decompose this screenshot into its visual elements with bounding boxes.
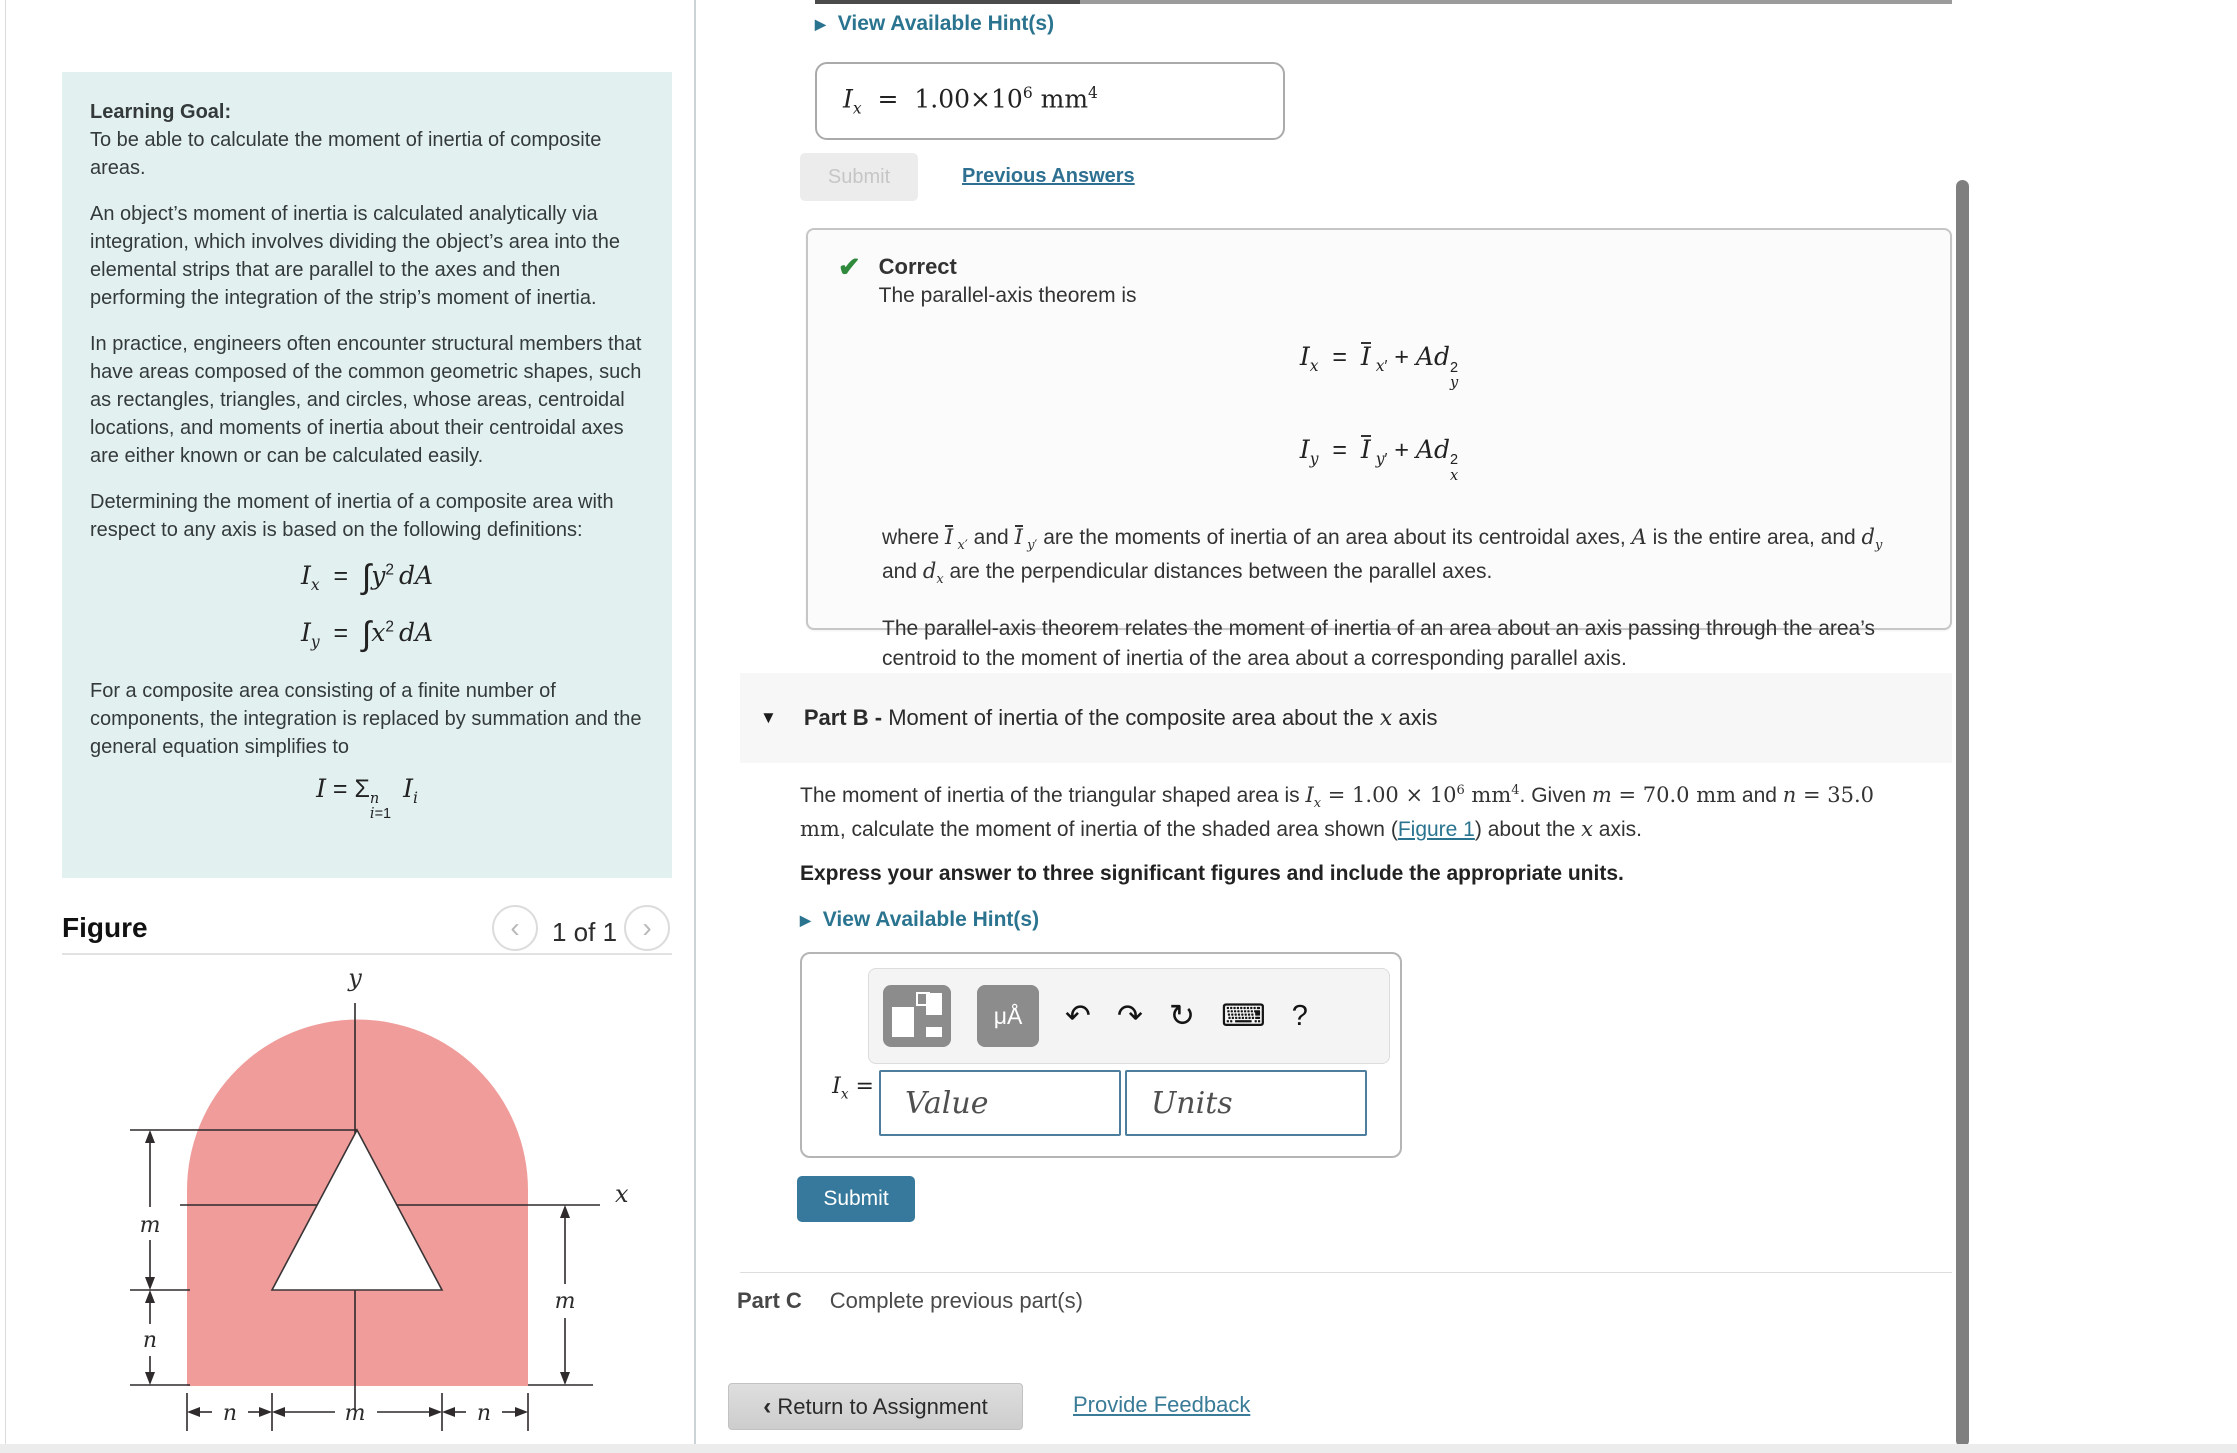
hints-link-label: View Available Hint(s) [837,12,1055,35]
arrow-left-icon [187,1407,200,1417]
collapse-triangle-icon: ▼ [760,708,777,727]
correct-where-paragraph: where I $_{x'}$ and I $_{y'}$ are the moments of inertia of an area about its centroidal axes, A is the entire area, and $d_y$ and $d_x$ are the perpendicular distances between the parallel axes. [882,524,1883,588]
part-b-problem-statement: The moment of inertia of the triangular shaped area is $I_x = 1.00 \times 10^6$ $mm^4$. Given m = 70.0 mm and n = 35.0 mm, calculate the moment of inertia of the shaded area shown (Figure 1) about the x axis. [800,783,1875,842]
intro-paragraph-4: For a composite area consisting of a finite number of components, the integration is replaced by summation and the general equation simplifies to [90,679,642,758]
provide-feedback-link[interactable]: Provide Feedback [1073,1392,1251,1417]
arrow-left-icon [442,1407,455,1417]
chevron-left-icon: ‹ [763,1392,772,1420]
correct-intro: The parallel-axis theorem is [878,284,1137,307]
correct-feedback-box [806,228,1952,671]
help-icon[interactable]: ? [1291,999,1308,1032]
template-shape-icon [926,993,942,1015]
learning-goal-title: Learning Goal: [90,101,232,123]
dim-label-m-left: m [139,1213,161,1238]
redo-icon[interactable]: ↷ [1116,998,1143,1034]
part-b-submit-button[interactable]: Submit [797,1176,915,1222]
hint-arrow-icon: ▶ [815,15,826,32]
section-divider [740,1272,1952,1273]
arrow-right-icon [429,1407,442,1417]
arrow-up-icon [560,1205,570,1218]
chevron-right-icon: › [642,912,652,943]
part-a-hints-link[interactable] [815,12,1054,36]
part-a-answer-display [815,62,1285,140]
part-a-answer-value: $I_x = 1.00\times 10^6$ $mm^4$ [843,84,1098,118]
check-icon: ✔ [838,252,861,282]
figure-pager-label: 1 of 1 [552,917,618,947]
intro-paragraph-1: An object’s moment of inertia is calculated analytically via integration, which involves dividing the object’s area into the elemental strips that are parallel to the axes and then performing the integration of the strip’s moment of inertia. [90,203,620,309]
arrow-down-icon [145,1372,155,1385]
keyboard-icon[interactable]: ⌨ [1220,998,1266,1034]
top-clipped-content-light [1080,0,1952,4]
part-b-title-prefix: Part B - [803,705,889,730]
dim-label-n-bottom-right: n [476,1401,492,1426]
parallel-axis-eq-y: $I_y = I$ $_{y'}$ + Ad 2 x [1299,434,1459,484]
arrow-down-icon [145,1277,155,1290]
figure-next-button[interactable] [624,905,670,951]
part-c-row [737,1288,1083,1314]
figure-1-diagram [85,962,665,1453]
part-b-hints-link[interactable] [800,908,1039,932]
answer-variable-label: $I_x$ = [832,1074,874,1103]
equation-templates-button[interactable] [883,985,951,1047]
part-b-header[interactable] [740,673,1952,763]
part-b-title-rest: Moment of inertia of the composite area about the x axis [888,705,1438,731]
equation-iy-definition: $I_y = \int x^2$ dA [300,615,434,654]
column-divider [694,0,696,1453]
hints-link-label: View Available Hint(s) [822,908,1040,931]
figure-1-link[interactable]: Figure 1 [1397,818,1475,842]
arrow-up-icon [145,1290,155,1303]
learning-goal-panel [62,72,672,878]
figure-header-divider [62,953,672,955]
left-page-border [5,0,6,1453]
part-b-title [804,705,1438,731]
part-c-label: Part C [737,1288,802,1313]
figure-prev-button[interactable] [492,905,538,951]
intro-paragraph-3: Determining the moment of inertia of a composite area with respect to any axis is based on the following definitions: [90,491,614,541]
units-input[interactable] [1125,1070,1367,1136]
part-c-text: Complete previous part(s) [829,1288,1083,1313]
dim-label-m-right: m [554,1289,576,1314]
dim-label-n-left: n [142,1328,158,1353]
dim-label-m-bottom: m [344,1401,366,1426]
arrow-right-icon [259,1407,272,1417]
top-clipped-content-dark [815,0,1080,4]
return-to-assignment-button[interactable] [728,1383,1023,1430]
equation-ix-definition: $I_x = \int y^2$ dA [300,558,434,596]
arrow-up-icon [145,1130,155,1143]
undo-icon[interactable]: ↶ [1065,998,1091,1034]
part-b-express-note: Express your answer to three significant figures and include the appropriate units. [800,862,1624,885]
parallel-axis-eq-x: $I_x = I$ $_{x'}$ + Ad 2 y [1299,342,1459,391]
arrow-left-icon [272,1407,285,1417]
return-button-label: Return to Assignment [771,1393,988,1419]
viewport-bottom-strip [0,1444,2237,1453]
part-b-answer-widget [800,952,1402,1158]
correct-summary-paragraph: The parallel-axis theorem relates the moment of inertia of an area about an axis passing through the area’s centroid to the moment of inertia of the area about a corresponding parallel axis. [882,617,1876,671]
hint-arrow-icon: ▶ [800,911,811,928]
arrow-right-icon [515,1407,528,1417]
previous-answers-link[interactable]: Previous Answers [962,165,1135,187]
figure-section-title: Figure [62,912,148,943]
y-axis-label: y [348,964,362,992]
units-symbols-button[interactable]: μÅ [977,985,1039,1047]
dim-label-n-bottom-left: n [222,1401,238,1426]
vertical-scrollbar[interactable] [1956,180,1969,1447]
arrow-down-icon [560,1372,570,1385]
template-shape-icon [926,1027,942,1037]
part-a-submit-button[interactable]: Submit [800,153,918,201]
template-shape-icon [892,1007,914,1037]
chevron-left-icon: ‹ [510,912,520,943]
equation-toolbar [868,968,1390,1064]
reset-icon[interactable]: ↻ [1168,998,1195,1034]
learning-goal-body: To be able to calculate the moment of inertia of composite areas. [90,129,602,179]
value-input[interactable] [879,1070,1121,1136]
intro-paragraph-2: In practice, engineers often encounter structural members that have areas composed of the common geometric shapes, such as rectangles, triangles, and circles, whose areas, centroidal locations, and moments of inertia about their centroidal axes are either known or can be calculated easily. [90,333,642,467]
correct-title: Correct [878,254,957,279]
x-axis-label: x [615,1180,629,1208]
equation-summation: I = Σ n i=1 $I_i$ [316,773,418,823]
